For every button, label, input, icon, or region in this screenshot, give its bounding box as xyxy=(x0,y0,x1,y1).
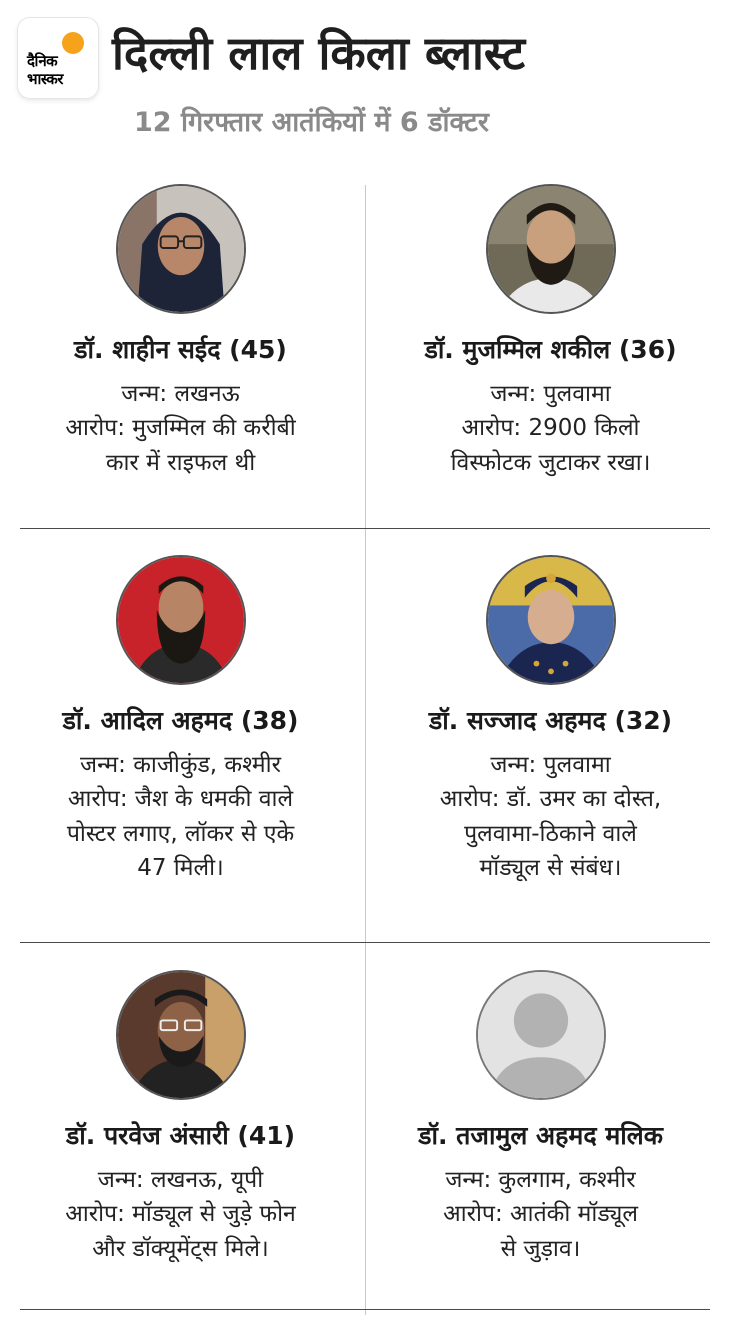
person-photo xyxy=(116,555,246,685)
person-card-adil xyxy=(8,555,353,886)
logo-line-1: दैनिक xyxy=(27,52,58,70)
allegation-line: मॉड्यूल से संबंध। xyxy=(479,855,622,881)
allegation-line: विस्फोटक जुटाकर रखा। xyxy=(450,449,651,476)
row-divider-1 xyxy=(20,528,710,529)
column-divider xyxy=(365,185,366,1315)
person-card-parvez xyxy=(8,970,353,1266)
allegation-line: आरोप: आतंकी मॉड्यूल xyxy=(443,1201,638,1227)
allegation-line: आरोप: डॉ. उमर का दोस्त, xyxy=(439,786,662,812)
person-name: डॉ. मुजम्मिल शकील (36) xyxy=(424,335,677,364)
person-name: डॉ. तजामुल अहमद मलिक xyxy=(418,1121,663,1150)
row-divider-2 xyxy=(20,942,710,943)
allegation-line: कार में राइफल थी xyxy=(105,449,256,476)
birthplace: जन्म: कुलगाम, कश्मीर xyxy=(445,1166,636,1193)
birthplace: जन्म: पुलवामा xyxy=(490,751,611,778)
logo-line-2: भास्कर xyxy=(27,70,63,88)
birthplace: जन्म: लखनऊ xyxy=(121,380,240,407)
birthplace: जन्म: लखनऊ, यूपी xyxy=(97,1166,264,1193)
person-name: डॉ. आदिल अहमद (38) xyxy=(62,706,299,735)
page-subtitle: 12 गिरफ्तार आतंकियों में 6 डॉक्टर xyxy=(134,107,489,138)
person-photo xyxy=(116,970,246,1100)
allegation-line: पुलवामा-ठिकाने वाले xyxy=(464,820,637,847)
person-name: डॉ. सज्जाद अहमद (32) xyxy=(428,706,673,735)
person-name: डॉ. परवेज अंसारी (41) xyxy=(65,1121,296,1150)
dainik-bhaskar-logo xyxy=(18,18,98,98)
allegation-line: पोस्टर लगाए, लॉकर से एके xyxy=(66,820,295,847)
birthplace: जन्म: पुलवामा xyxy=(490,380,611,407)
person-photo xyxy=(486,555,616,685)
placeholder-avatar-icon xyxy=(476,970,606,1100)
allegation-line: आरोप: 2900 किलो xyxy=(461,415,640,441)
allegation-line: से जुड़ाव। xyxy=(500,1235,581,1262)
birthplace: जन्म: काजीकुंड, कश्मीर xyxy=(80,751,281,778)
person-card-muzammil xyxy=(378,184,723,480)
allegation-line: आरोप: मुजम्मिल की करीबी xyxy=(65,415,296,441)
allegation-line: 47 मिली। xyxy=(137,855,224,881)
sun-icon xyxy=(62,32,84,54)
allegation-line: आरोप: जैश के धमकी वाले xyxy=(67,786,294,812)
person-photo xyxy=(486,184,616,314)
allegation-line: आरोप: मॉड्यूल से जुड़े फोन xyxy=(65,1201,296,1227)
person-name: डॉ. शाहीन सईद (45) xyxy=(74,335,287,364)
page-title: दिल्ली लाल किला ब्लास्ट xyxy=(112,26,526,80)
person-card-shaheen xyxy=(8,184,353,480)
allegation-line: और डॉक्यूमेंट्स मिले। xyxy=(92,1235,269,1262)
person-photo xyxy=(116,184,246,314)
person-card-sajjad xyxy=(378,555,723,886)
person-card-tajamul xyxy=(368,970,713,1266)
row-divider-3 xyxy=(20,1309,710,1310)
